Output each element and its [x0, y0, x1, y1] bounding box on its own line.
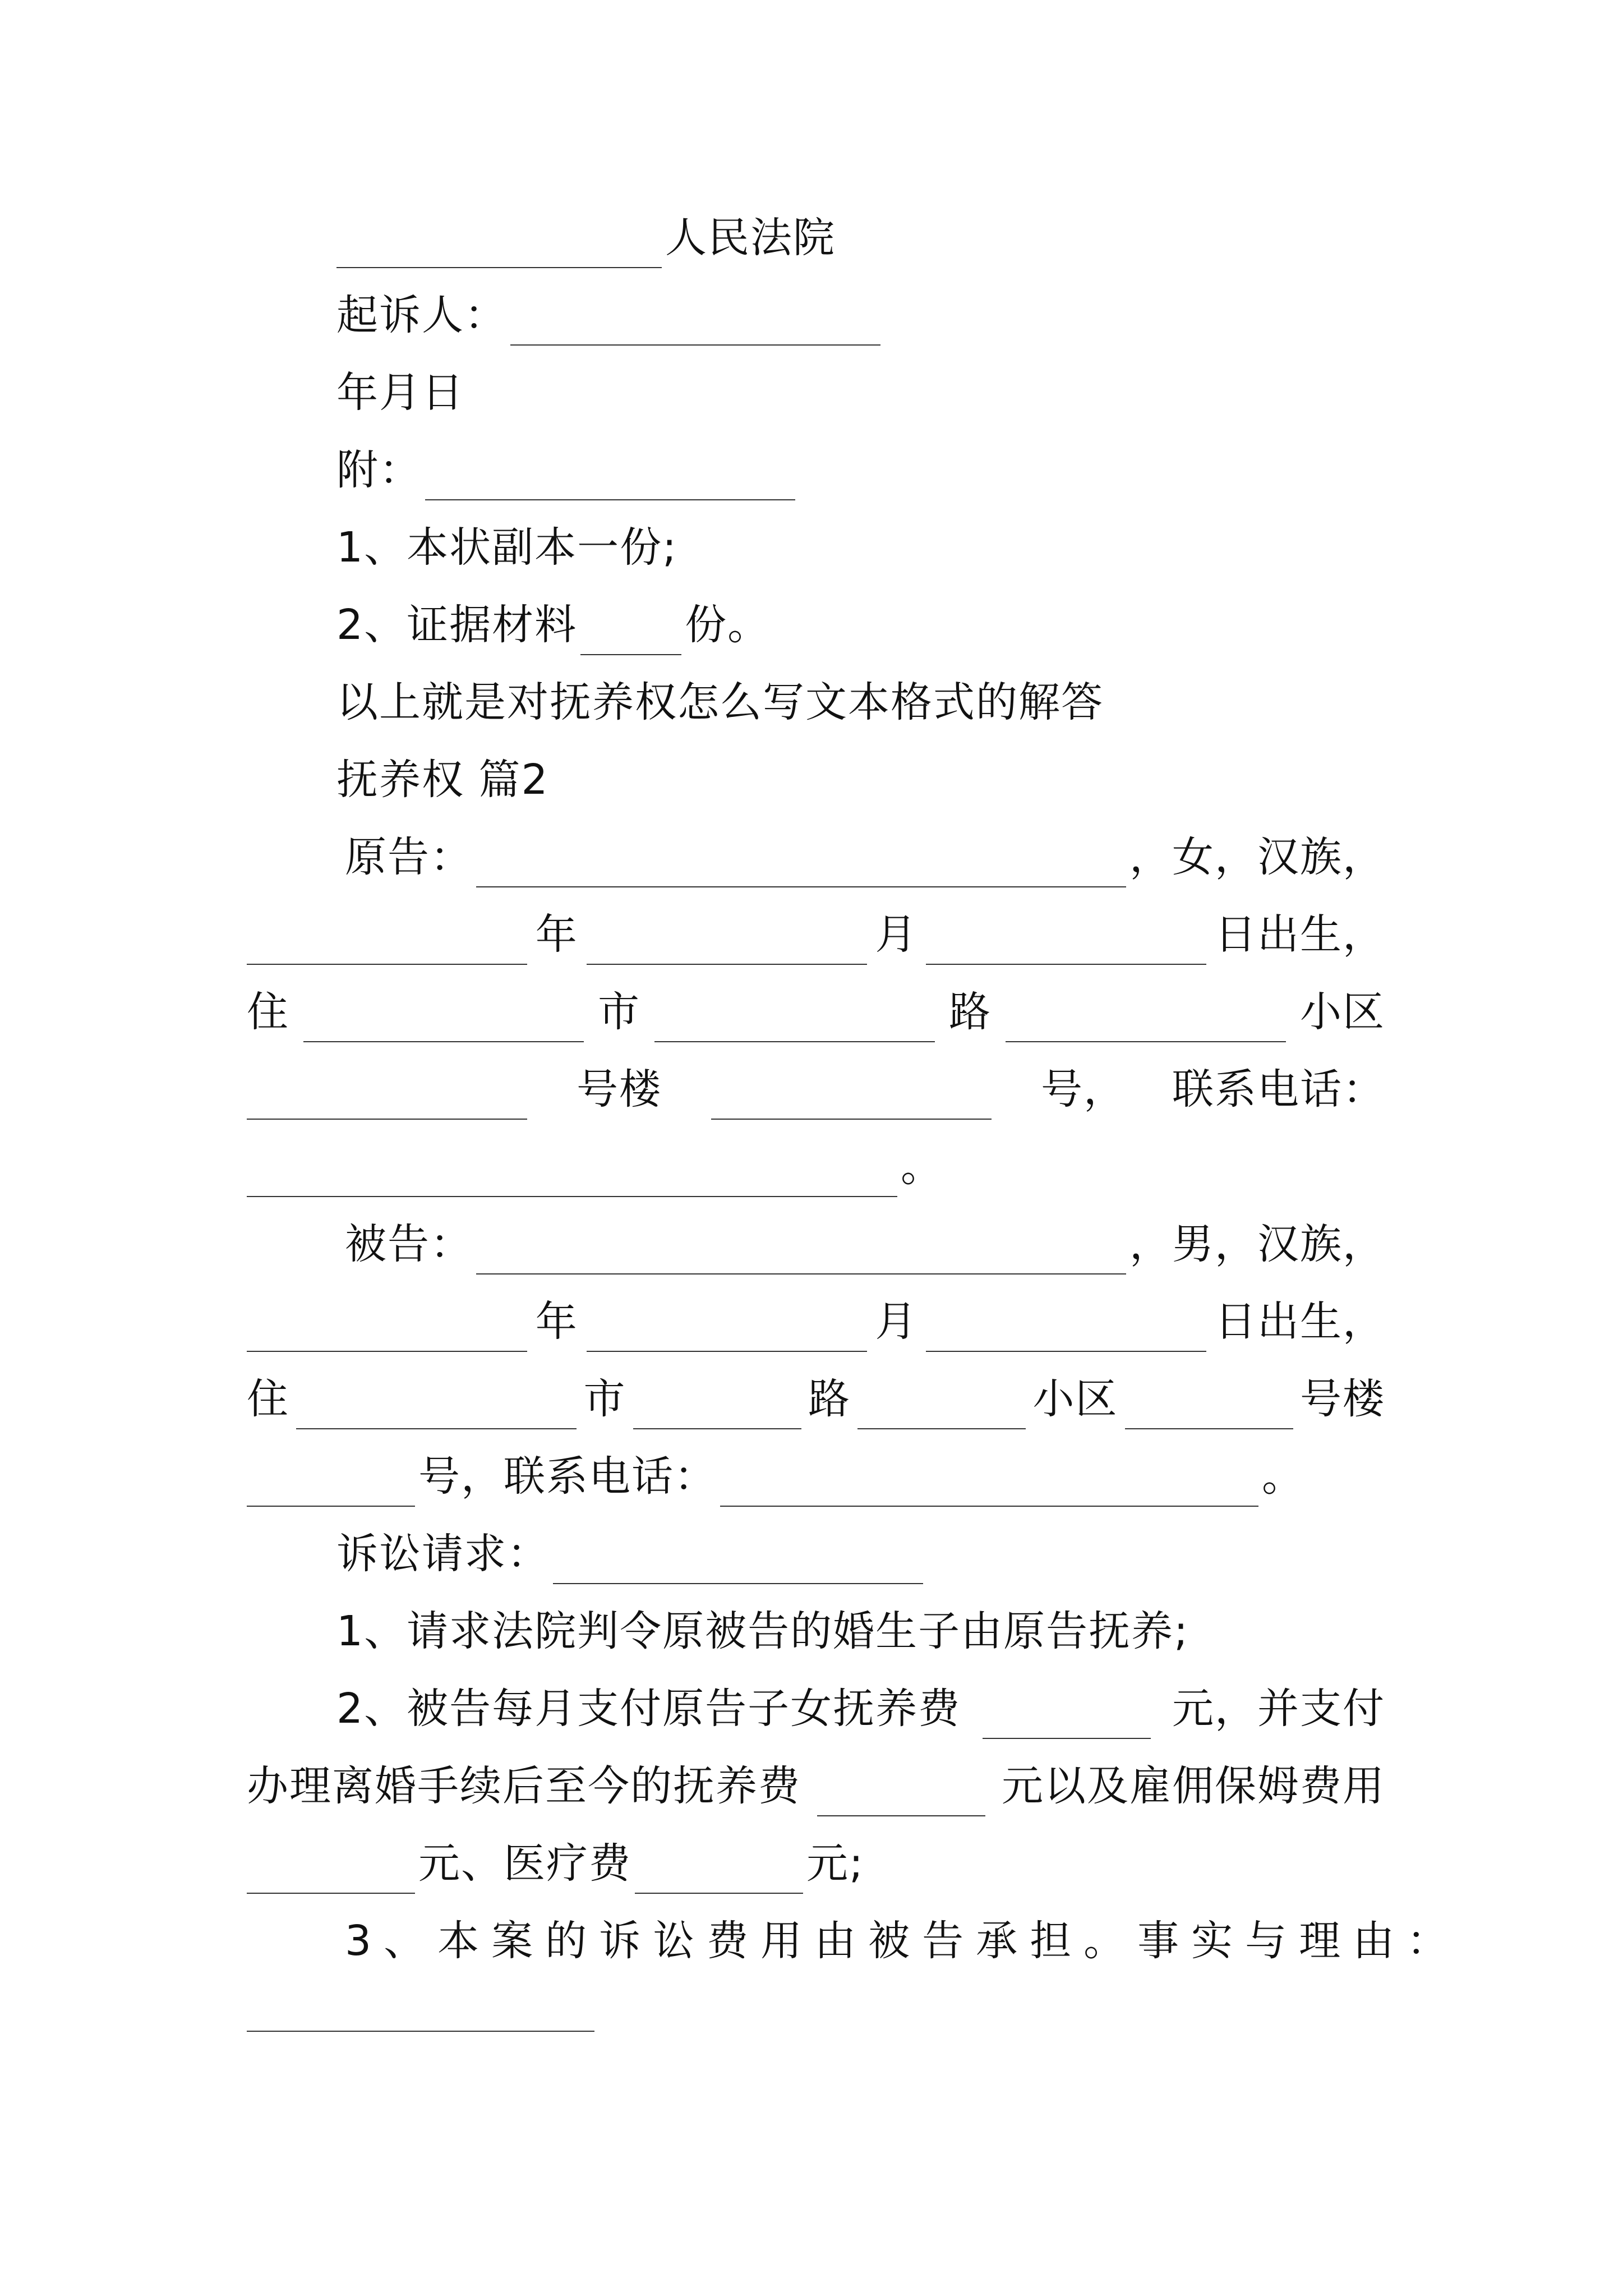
defendant-year: 年 [535, 1297, 578, 1346]
attachment-item-1: 1、本状副本一份; [336, 523, 678, 572]
plaintiff-number: 号， [1041, 1065, 1126, 1114]
defendant-label: 被告： [345, 1220, 473, 1268]
plaintiff-month-blank [587, 920, 867, 965]
support-fee-blank [983, 1694, 1151, 1739]
plaintiff-city: 市 [598, 988, 640, 1036]
plaintiff-signature-line [336, 285, 1385, 346]
plaintiff-label: 原告： [345, 833, 473, 881]
claims-line [336, 1524, 1385, 1584]
plaintiff-end: 。 [901, 1143, 943, 1191]
claim-item-2-text-a: 2、被告每月支付原告子女抚养费 [336, 1685, 961, 1733]
claims-blank [553, 1539, 923, 1584]
attachment-item-2 [336, 595, 1385, 655]
defendant-city: 市 [583, 1375, 626, 1423]
defendant-month-blank [587, 1307, 867, 1352]
plaintiff-line-4 [247, 1059, 1385, 1120]
plaintiff-city-blank [303, 997, 584, 1042]
defendant-road-blank [633, 1384, 801, 1429]
plaintiff-birth: 日出生， [1214, 910, 1385, 959]
court-line [336, 208, 1385, 268]
defendant-road: 路 [808, 1375, 851, 1423]
defendant-community-blank [857, 1384, 1026, 1429]
claim-item-2-text-c: 办理离婚手续后至今的抚养费 [247, 1762, 801, 1810]
plaintiff-signature-blank [510, 301, 880, 346]
plaintiff-community-blank [1006, 997, 1286, 1042]
claim-item-3: 3、本案的诉讼费用由被告承担。事实与理由： [345, 1917, 1461, 1965]
defendant-line-4 [247, 1446, 1385, 1507]
summary-line: 以上就是对抚养权怎么写文本格式的解答 [336, 678, 1104, 726]
plaintiff-building: 号楼 [577, 1065, 662, 1114]
attachment-blank [425, 455, 795, 500]
claim-item-2-text-d: 元以及雇佣保姆费用 [1002, 1762, 1385, 1810]
claim-item-2-line-3 [247, 1833, 1385, 1894]
defendant-line-1 [345, 1214, 1385, 1274]
defendant-community: 小区 [1032, 1375, 1118, 1423]
defendant-number-blank [247, 1462, 415, 1507]
defendant-city-blank [296, 1384, 577, 1429]
plaintiff-line-5 [247, 1137, 1385, 1197]
court-name-blank [336, 223, 662, 268]
plaintiff-road: 路 [949, 988, 992, 1036]
plaintiff-line-3 [247, 982, 1385, 1042]
facts-reasons-blank [247, 2030, 594, 2032]
plaintiff-community: 小区 [1300, 988, 1385, 1036]
plaintiff-year-blank [247, 920, 527, 965]
plaintiff-month: 月 [875, 910, 918, 959]
defendant-line-3 [247, 1369, 1385, 1429]
defendant-building: 号楼 [1300, 1375, 1385, 1423]
plaintiff-number-blank [711, 1075, 992, 1120]
evidence-count-blank [580, 610, 681, 655]
claim-item-2-text-b: 元，并支付 [1172, 1685, 1385, 1733]
plaintiff-name-blank [476, 843, 1126, 887]
attachment-label: 附： [336, 446, 422, 494]
defendant-end: 。 [1262, 1452, 1304, 1501]
defendant-line-2 [247, 1291, 1385, 1352]
claims-label: 诉讼请求： [336, 1530, 550, 1578]
claim-item-2-line-1 [336, 1678, 1385, 1739]
attachment-item-2-unit: 份。 [685, 601, 771, 649]
back-support-fee-blank [817, 1772, 985, 1816]
plaintiff-gender: ，女，汉族， [1129, 833, 1385, 881]
defendant-gender: ，男，汉族， [1129, 1220, 1385, 1268]
court-label: 人民法院 [665, 214, 836, 262]
claim-item-1: 1、请求法院判令原被告的婚生子由原告抚养; [336, 1607, 1189, 1655]
defendant-number-phone: 号，联系电话： [418, 1452, 717, 1501]
nanny-fee-blank [247, 1849, 415, 1894]
defendant-building-blank [1125, 1384, 1293, 1429]
claim-item-2-line-2 [247, 1756, 1385, 1816]
plaintiff-building-blank [247, 1075, 527, 1120]
attachment-line [336, 440, 1385, 500]
medical-fee-blank [635, 1849, 803, 1894]
plaintiff-year: 年 [535, 910, 578, 959]
defendant-live: 住 [247, 1375, 289, 1423]
plaintiff-line-2 [247, 904, 1385, 965]
date-line: 年月日 [336, 369, 464, 417]
plaintiff-live: 住 [247, 988, 289, 1036]
defendant-birth: 日出生， [1214, 1297, 1385, 1346]
defendant-name-blank [476, 1230, 1126, 1274]
section-title: 抚养权 篇2 [336, 756, 549, 804]
plaintiff-line-1 [345, 827, 1385, 887]
attachment-item-2-text: 2、证据材料 [336, 601, 578, 649]
defendant-day-blank [926, 1307, 1206, 1352]
plaintiff-road-blank [654, 997, 935, 1042]
plaintiff-phone-label: 联系电话： [1172, 1065, 1385, 1114]
defendant-year-blank [247, 1307, 527, 1352]
claim-item-2-text-f: 元; [806, 1839, 864, 1888]
plaintiff-phone-blank [247, 1152, 897, 1197]
plaintiff-day-blank [926, 920, 1206, 965]
defendant-month: 月 [875, 1297, 918, 1346]
claim-item-2-text-e: 元、医疗费 [418, 1839, 631, 1888]
defendant-phone-blank [720, 1462, 1258, 1507]
plaintiff-signature-label: 起诉人： [336, 291, 507, 339]
